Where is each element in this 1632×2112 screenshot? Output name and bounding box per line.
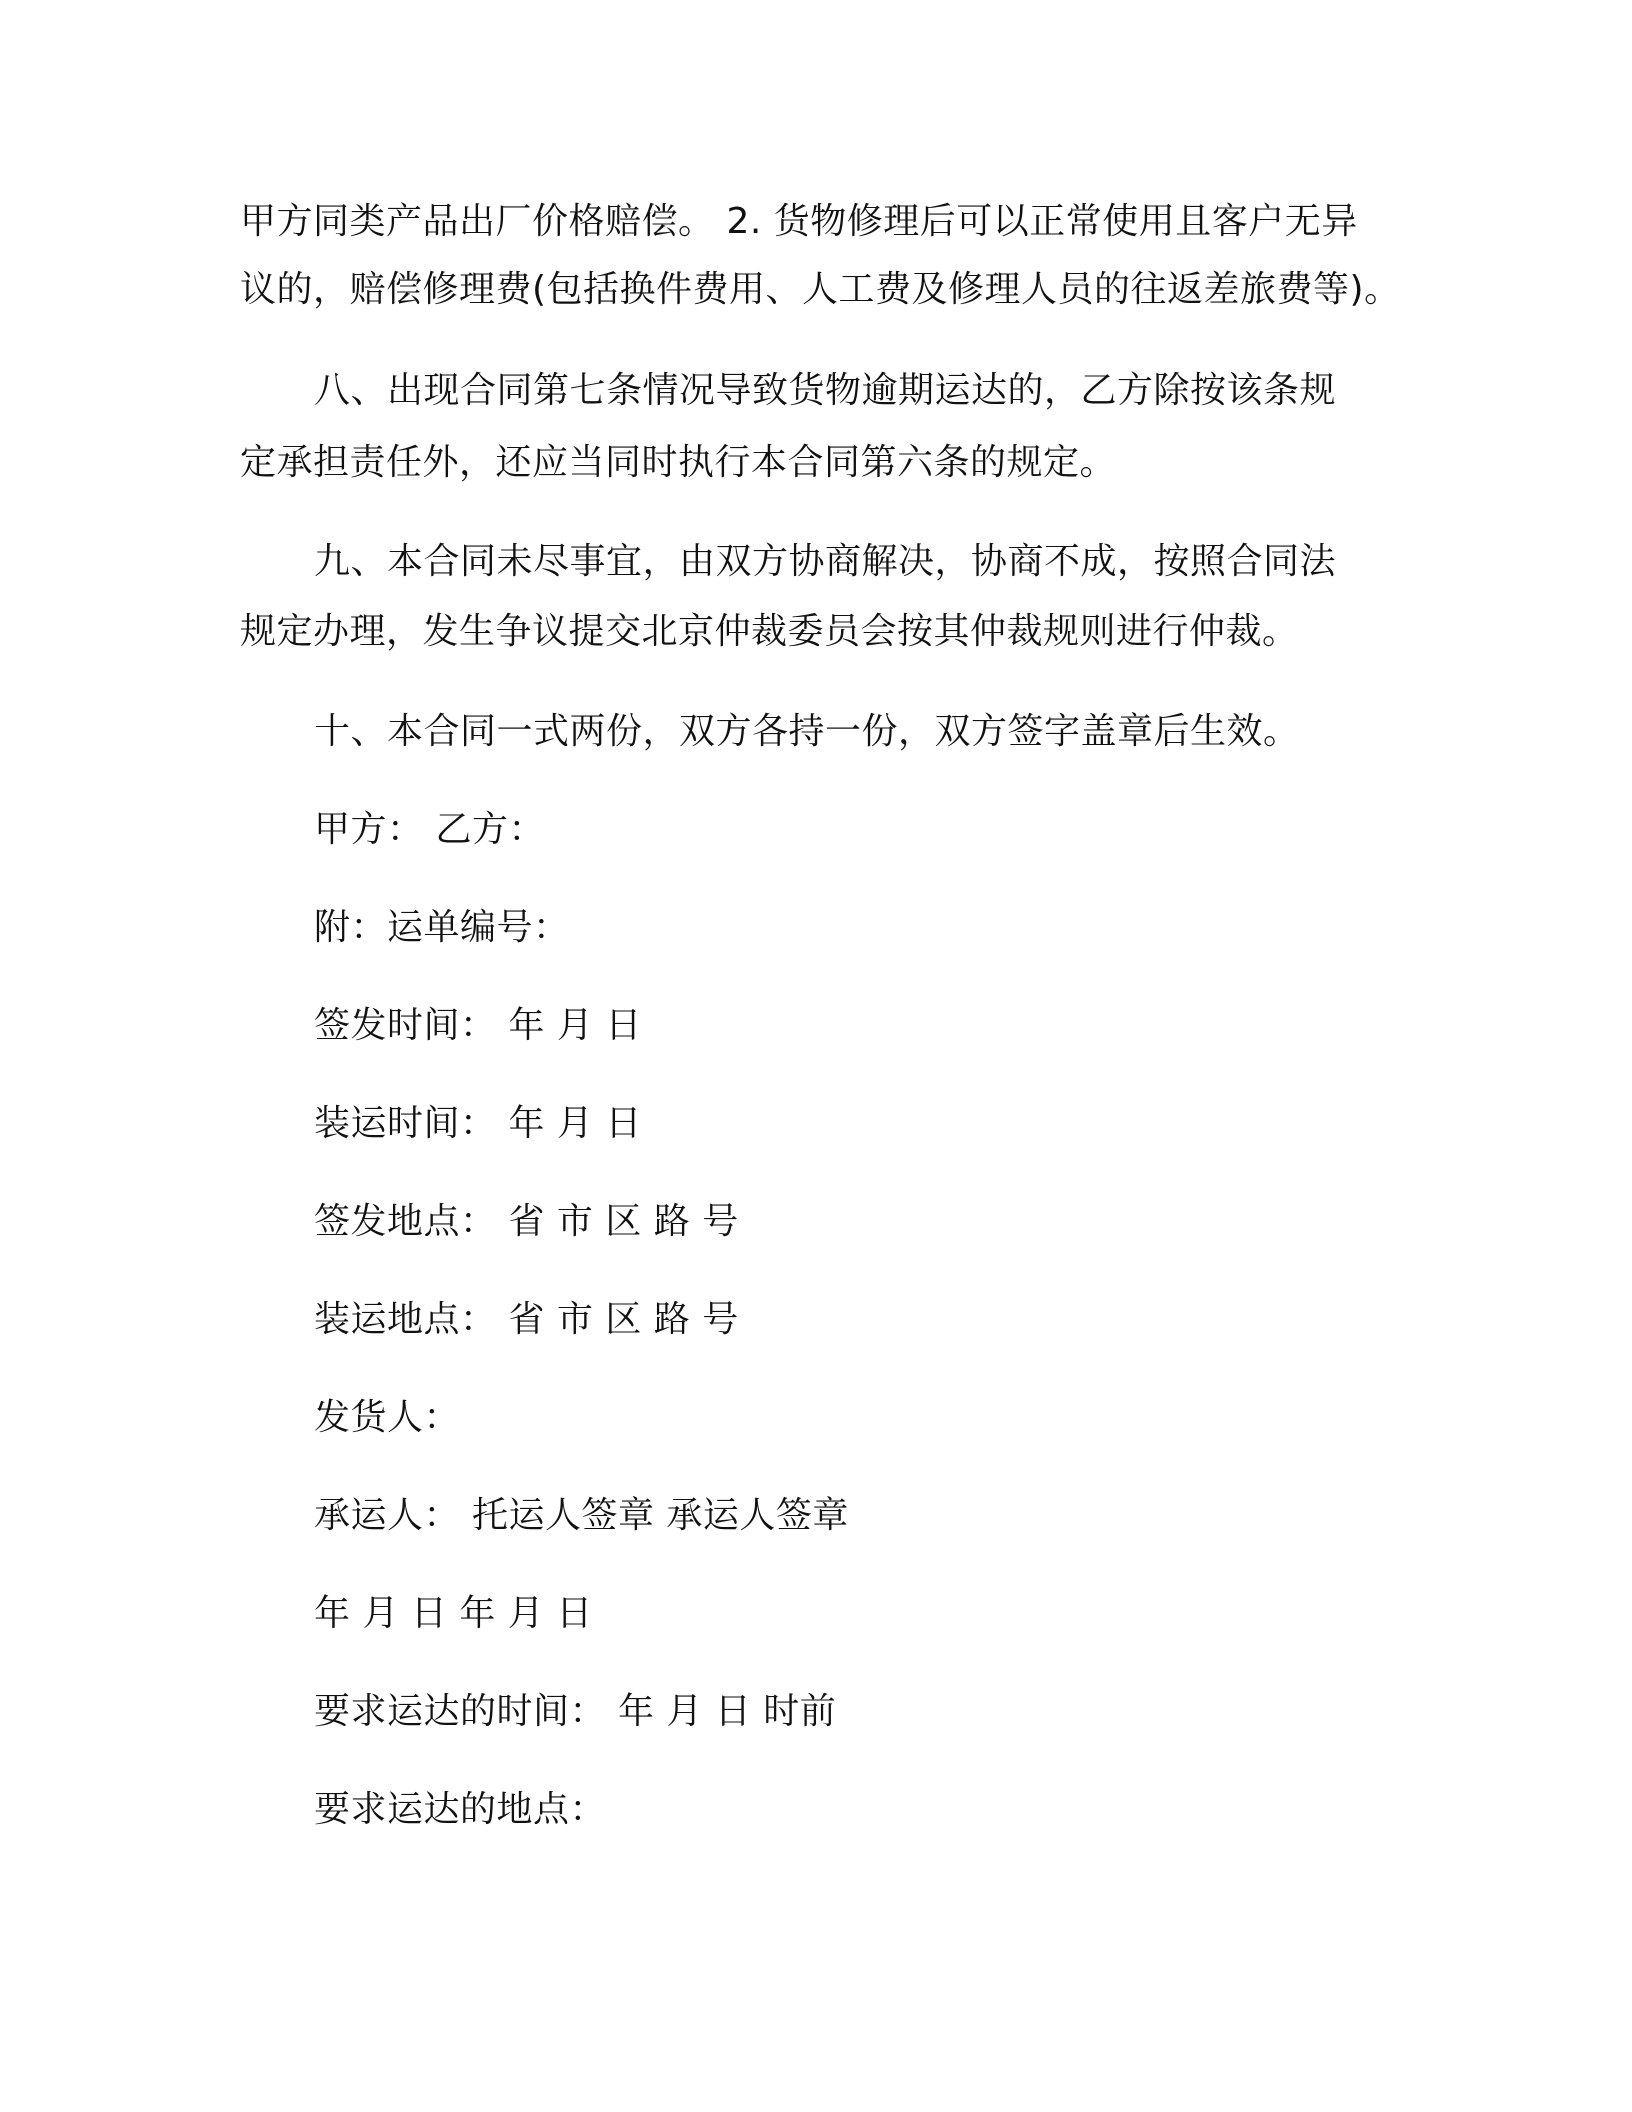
field-required-arrival-place: 要求运达的地点： <box>314 1789 607 1830</box>
field-loading-place: 装运地点： 省 市 区 路 号 <box>314 1299 739 1340</box>
paragraph-7-line-2: 议的，赔偿修理费(包括换件费用、人工费及修理人员的往返差旅费等)。 <box>240 269 1401 310</box>
clause-8-line-1: 八、出现合同第七条情况导致货物逾期运达的，乙方除按该条规 <box>314 370 1337 411</box>
field-issue-place: 签发地点： 省 市 区 路 号 <box>314 1201 739 1242</box>
field-loading-time: 装运时间： 年 月 日 <box>314 1103 642 1144</box>
field-issue-time: 签发时间： 年 月 日 <box>314 1005 642 1046</box>
clause-9-line-2: 规定办理，发生争议提交北京仲裁委员会按其仲裁规则进行仲裁。 <box>240 611 1299 652</box>
field-carrier-signatures: 承运人： 托运人签章 承运人签章 <box>314 1495 849 1536</box>
paragraph-7-line-1: 甲方同类产品出厂价格赔偿。 2. 货物修理后可以正常使用且客户无异 <box>240 201 1358 242</box>
field-shipper: 发货人： <box>314 1397 461 1438</box>
field-waybill-number: 附：运单编号： <box>314 907 570 948</box>
field-party-a-b: 甲方： 乙方： <box>314 809 545 850</box>
clause-9-line-1: 九、本合同未尽事宜，由双方协商解决，协商不成，按照合同法 <box>314 541 1337 582</box>
field-signature-dates: 年 月 日 年 月 日 <box>314 1593 593 1634</box>
clause-8-line-2: 定承担责任外，还应当同时执行本合同第六条的规定。 <box>240 442 1117 483</box>
clause-10-line-1: 十、本合同一式两份，双方各持一份，双方签字盖章后生效。 <box>314 711 1300 752</box>
document-page <box>240 0 1410 2112</box>
field-required-arrival-time: 要求运达的时间： 年 月 日 时前 <box>314 1691 837 1732</box>
